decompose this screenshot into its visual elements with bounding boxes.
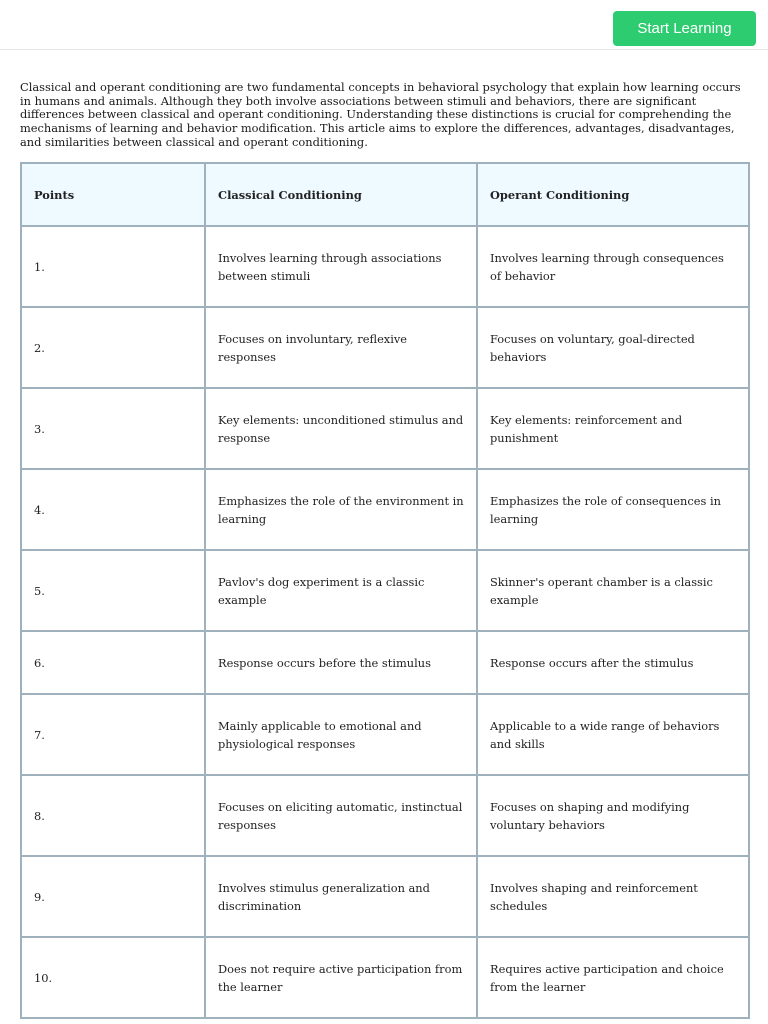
table-header-row: [21, 163, 749, 226]
comparison-table: [20, 162, 750, 1019]
point-cell: 8.: [21, 775, 205, 856]
point-cell: 3.: [21, 388, 205, 469]
header-operant: Operant Conditioning: [477, 163, 749, 226]
intro-paragraph: Classical and operant conditioning are two fundamental concepts in behavioral psychology that explain how learning occurs in humans and animals. Although they both involve associations between stimuli and behaviors, there are significant differences between classical and operant conditioning. Understanding these distinctions is crucial for comprehending the mechanisms of learning and behavior modification. This article aims to explore the differences, advantages, disadvantages, and similarities between classical and operant conditioning.: [20, 80, 741, 149]
table-row: [21, 226, 749, 307]
operant-cell: Emphasizes the role of consequences in learning: [477, 469, 749, 550]
classical-cell: Focuses on eliciting automatic, instinctual responses: [205, 775, 477, 856]
classical-cell: Focuses on involuntary, reflexive responses: [205, 307, 477, 388]
header-points: Points: [21, 163, 205, 226]
operant-cell: Requires active participation and choice from the learner: [477, 937, 749, 1018]
classical-cell: Mainly applicable to emotional and physiological responses: [205, 694, 477, 775]
table-row: [21, 550, 749, 631]
operant-cell: Involves shaping and reinforcement schedules: [477, 856, 749, 937]
operant-cell: Response occurs after the stimulus: [477, 631, 749, 694]
table-row: [21, 469, 749, 550]
operant-cell: Key elements: reinforcement and punishment: [477, 388, 749, 469]
operant-cell: Focuses on voluntary, goal-directed behaviors: [477, 307, 749, 388]
header-classical: Classical Conditioning: [205, 163, 477, 226]
point-cell: 10.: [21, 937, 205, 1018]
point-cell: 7.: [21, 694, 205, 775]
table-row: [21, 775, 749, 856]
operant-cell: Focuses on shaping and modifying voluntary behaviors: [477, 775, 749, 856]
table-row: [21, 937, 749, 1018]
classical-cell: Key elements: unconditioned stimulus and response: [205, 388, 477, 469]
point-cell: 5.: [21, 550, 205, 631]
operant-cell: Skinner's operant chamber is a classic example: [477, 550, 749, 631]
table-row: [21, 388, 749, 469]
classical-cell: Involves stimulus generalization and discrimination: [205, 856, 477, 937]
point-cell: 9.: [21, 856, 205, 937]
table-row: [21, 856, 749, 937]
table-row: [21, 307, 749, 388]
classical-cell: Emphasizes the role of the environment in learning: [205, 469, 477, 550]
point-cell: 2.: [21, 307, 205, 388]
operant-cell: Applicable to a wide range of behaviors and skills: [477, 694, 749, 775]
operant-cell: Involves learning through consequences of behavior: [477, 226, 749, 307]
table-row: [21, 694, 749, 775]
classical-cell: Involves learning through associations between stimuli: [205, 226, 477, 307]
point-cell: 6.: [21, 631, 205, 694]
classical-cell: Does not require active participation from the learner: [205, 937, 477, 1018]
point-cell: 4.: [21, 469, 205, 550]
table-row: [21, 631, 749, 694]
point-cell: 1.: [21, 226, 205, 307]
classical-cell: Response occurs before the stimulus: [205, 631, 477, 694]
top-bar: [0, 0, 768, 50]
classical-cell: Pavlov's dog experiment is a classic example: [205, 550, 477, 631]
start-learning-button[interactable]: Start Learning: [613, 11, 756, 46]
